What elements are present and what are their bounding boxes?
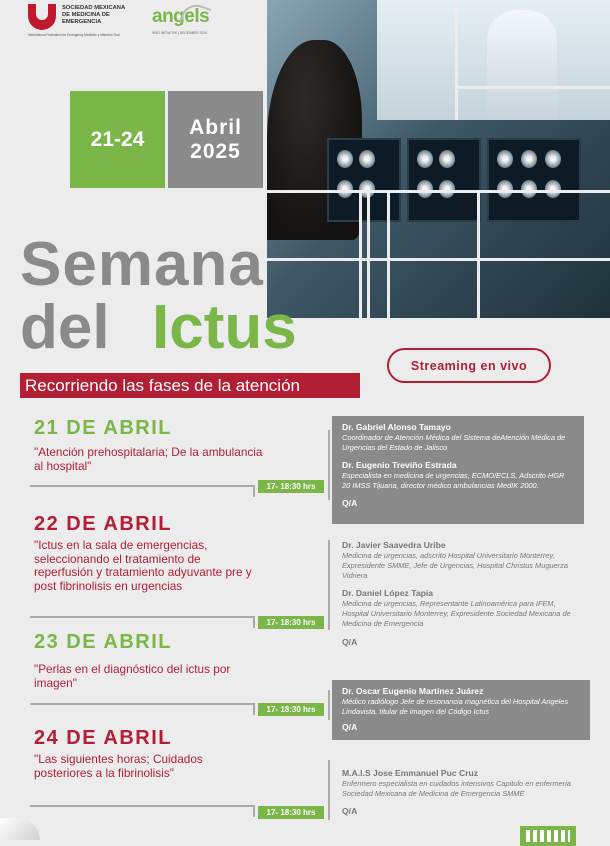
streaming-badge[interactable]: Streaming en vivo	[387, 348, 551, 383]
speaker-name: M.A.I.S Jose Emmanuel Puc Cruz	[342, 768, 479, 778]
hero-photo	[267, 0, 610, 318]
connector-line	[328, 540, 330, 630]
speaker-name: Dr. Oscar Eugenio Martínez Juárez	[342, 686, 484, 696]
connector-line	[328, 690, 330, 720]
talk-title-23: "Perlas en el diagnóstico del ictus por imagen"	[34, 662, 231, 690]
speaker-box-22	[332, 534, 584, 659]
speaker-name: Dr. Daniel López Tapia	[342, 588, 434, 598]
day-heading-21: 21 DE ABRIL	[34, 417, 173, 439]
speaker-box-21	[332, 416, 584, 524]
connector-line	[328, 760, 330, 820]
speaker-name: Dr. Gabriel Alonso Tamayo	[342, 422, 451, 432]
qa-label: Q/A	[342, 637, 358, 647]
qa-label: Q/A	[342, 806, 358, 816]
qr-code-icon[interactable]	[520, 826, 576, 846]
day-heading-24: 24 DE ABRIL	[34, 727, 173, 749]
angels-subtitle: WSO INITIATIVE | DECEMBER 2024	[152, 31, 207, 35]
speaker-desc: Enfermero especialista en cuidados intensivos Capitulo en enfermeria Sociedad Mexicana de Medicina de Emergencia SMME	[342, 779, 571, 798]
subtitle-banner: Recorriendo las fases de la atención	[20, 373, 360, 398]
hours-badge-24: 17- 18:30 hrs	[258, 806, 324, 819]
title-del: del	[20, 293, 110, 362]
divider-line	[30, 703, 255, 705]
org-subtitle: International Federation for Emergency Medicine y Miembro Tiral	[28, 33, 120, 37]
date-days: 21-24	[70, 91, 165, 188]
date-month: Abril	[189, 115, 242, 139]
speaker-name: Dr. Javier Saavedra Uribe	[342, 540, 446, 550]
title-semana: Semana	[20, 230, 264, 299]
qa-label: Q/A	[342, 722, 358, 732]
speaker-desc: Medicina de urgencias, adscrito Hospital Universitario Monterrey, Expresidente SMME, Jefe de Urgencias, Hospital Christus Muguerza Vidriera	[342, 551, 568, 580]
talk-title-21: "Atención prehospitalaria; De la ambulancia al hospital"	[34, 445, 263, 473]
page-curl	[0, 818, 40, 840]
day-heading-23: 23 DE ABRIL	[34, 631, 173, 653]
speaker-desc: Medicina de urgencias, Representante Latinoamérica para IFEM, Hospital Universitario Monterrey, Expresidente Sociedad Mexicana de Medicina de Emergencia	[342, 599, 571, 628]
date-month-year	[168, 91, 263, 188]
connector-line	[253, 616, 255, 628]
org-name: SOCIEDAD MEXICANA DE MEDICINA DE EMERGENCIA	[62, 5, 125, 25]
hours-badge-22: 17- 18:30 hrs	[258, 616, 324, 629]
speaker-name: Dr. Eugenio Treviño Estrada	[342, 460, 457, 470]
speaker-desc: Especialista en medicina de urgencias, ECMO/ECLS, Adscrito HGR 20 IMSS Tijuana, director médico ambulancias MedIK 2000.	[342, 471, 565, 490]
connector-line	[253, 485, 255, 497]
day-heading-22: 22 DE ABRIL	[34, 513, 173, 535]
connector-line	[328, 430, 330, 500]
talk-title-24: "Las siguientes horas; Cuidados posteriores a la fibrinolisis"	[34, 752, 203, 780]
talk-title-22: "Ictus en la sala de emergencias, seleccionando el tratamiento de reperfusión y tratamiento adyuvante pre y post fibrinolisis en urgencias	[34, 538, 252, 593]
connector-line	[253, 805, 255, 817]
connector-line	[253, 703, 255, 715]
smme-logo-icon	[28, 4, 56, 30]
title-ictus: Ictus	[152, 293, 297, 362]
hours-badge-21: 17- 18:30 hrs	[258, 480, 324, 493]
qa-label: Q/A	[342, 498, 358, 508]
speaker-desc: Médico radiólogo Jefe de resonancia magnética del Hospital Angeles Lindavista, titular de imagen del Código Ictus	[342, 697, 569, 716]
hours-badge-23: 17- 18:30 hrs	[258, 703, 324, 716]
divider-line	[30, 805, 255, 807]
angels-logo: angels	[152, 6, 210, 27]
divider-line	[30, 616, 255, 618]
date-year: 2025	[190, 139, 241, 163]
divider-line	[30, 485, 255, 487]
speaker-box-23	[332, 680, 590, 740]
speaker-desc: Coordinador de Atención Médica del Sistema deAtención Médica de Urgencias del Estado de Jalisco	[342, 433, 566, 452]
